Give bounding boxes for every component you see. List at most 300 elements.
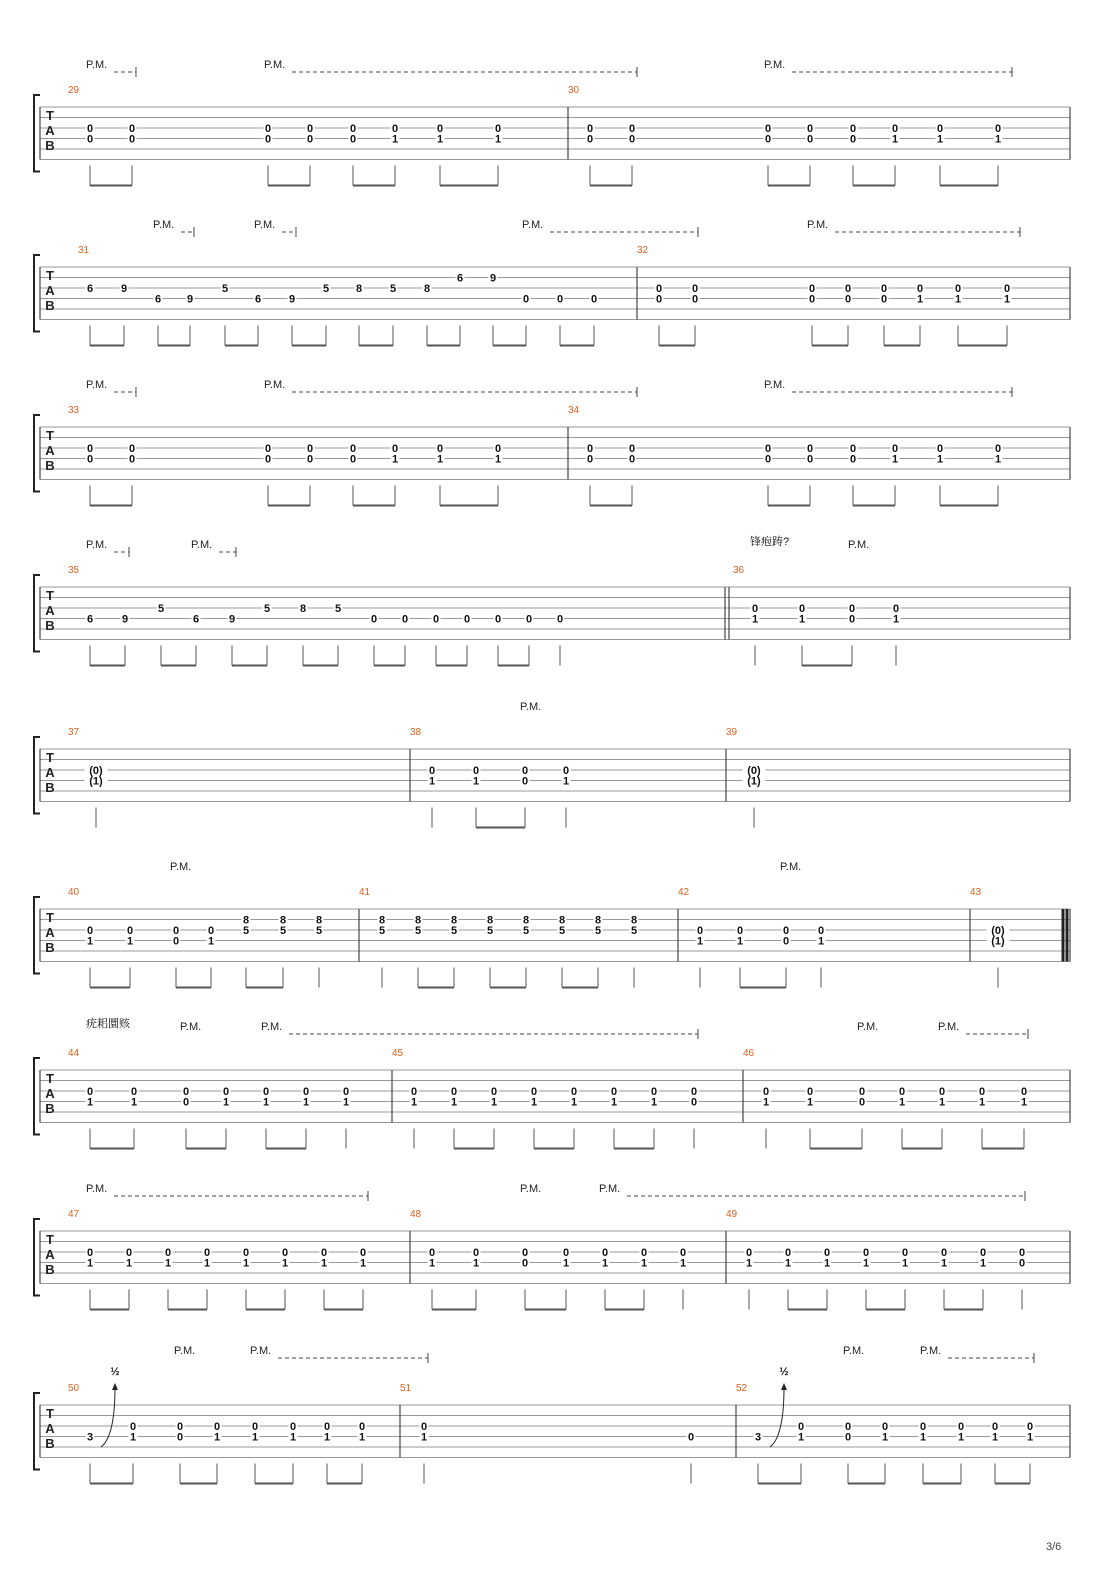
fret-number: 1 [359,1257,367,1270]
system-8 [34,1191,1070,1310]
fret-number: 0 [586,133,594,146]
system-5 [34,737,1070,828]
fret-number: 8 [450,914,458,927]
fret-number: 1 [86,1257,94,1270]
fret-number: 9 [228,613,236,626]
fret-number: 5 [322,283,330,295]
tab-clef-letter: T [46,1232,54,1247]
fret-number: 0 [628,133,636,146]
fret-number: 0 [691,283,699,295]
fret-number: 0 [494,613,502,626]
fret-number: 1 [302,1096,310,1109]
bend-arrow [770,1387,784,1447]
fret-number: 0 [86,925,94,937]
fret-number: 8 [355,283,363,295]
fret-number: 0 [798,603,806,615]
fret-number: 1 [892,613,900,626]
fret-number: 1 [323,1431,331,1444]
fret-number: 0 [306,453,314,466]
fret-number: 0 [640,1247,648,1259]
system-7 [34,1029,1070,1149]
fret-number: 0 [844,293,852,306]
fret-number: 0 [128,123,136,135]
fret-number: 1 [936,453,944,466]
fret-number: 1 [898,1096,906,1109]
palm-mute-label: P.M. [857,1021,879,1033]
bend-arrow-head [781,1383,787,1390]
fret-number: 1 [762,1096,770,1109]
fret-number: 1 [262,1096,270,1109]
palm-mute-label: P.M. [599,1183,621,1195]
tab-clef-letter: A [45,1086,55,1101]
fret-number: 0 [164,1247,172,1259]
fret-number: 5 [334,603,342,615]
fret-number: 0 [628,123,636,135]
palm-mute-label: P.M. [520,1183,542,1195]
page-number: 3/6 [1046,1541,1062,1553]
fret-number: 0 [858,1086,866,1098]
fret-number: 1 [436,133,444,146]
fret-number: 1 [86,935,94,948]
fret-number: 0 [736,925,744,937]
fret-number: 3 [754,1431,762,1444]
fret-number: 0 [342,1086,350,1098]
system-bracket [34,255,40,332]
fret-number: 1 [125,1257,133,1270]
fret-number: 0 [601,1247,609,1259]
palm-mute-label: P.M. [86,1183,108,1195]
fret-number: 0 [302,1086,310,1098]
bar-number: 31 [78,245,90,256]
bar-number: 45 [392,1048,404,1059]
fret-number: 6 [154,293,162,306]
fret-number: 0 [86,1247,94,1259]
fret-number: (0) [89,765,103,777]
fret-number: 1 [342,1096,350,1109]
palm-mute-label: P.M. [920,1345,942,1357]
palm-mute-label: P.M. [848,539,870,551]
fret-number: 1 [938,1096,946,1109]
fret-number: 0 [428,1247,436,1259]
fret-number: 1 [991,1431,999,1444]
fret-number: 1 [978,1096,986,1109]
tab-clef-letter: B [45,618,55,633]
fret-number: 1 [450,1096,458,1109]
fret-number: 0 [806,443,814,455]
system-bracket [34,575,40,652]
fret-number: 1 [428,1257,436,1270]
fret-number: 8 [242,914,250,927]
fret-number: 0 [806,453,814,466]
fret-number: 0 [213,1421,221,1433]
fret-number: 0 [994,443,1002,455]
fret-number: 0 [628,443,636,455]
palm-mute-label: P.M. [264,379,286,391]
fret-number: 1 [428,775,436,788]
fret-number: 0 [86,133,94,146]
fret-number: 8 [414,914,422,927]
tab-clef-letter: A [45,603,55,618]
fret-number: 1 [436,453,444,466]
fret-number: 0 [849,133,857,146]
fret-number: 1 [798,613,806,626]
fret-number: 8 [522,914,530,927]
fret-number: 0 [129,1421,137,1433]
fret-number: 0 [782,935,790,948]
fret-number: 0 [1018,1257,1026,1270]
fret-number: 0 [764,443,772,455]
fret-number: 5 [279,925,287,937]
palm-mute-label: P.M. [764,379,786,391]
fret-number: 0 [420,1421,428,1433]
fret-number: 0 [919,1421,927,1433]
bend-arrow-head [112,1383,118,1390]
fret-number: 0 [522,293,530,306]
bend-amount: ½ [779,1366,789,1378]
fret-number: 8 [315,914,323,927]
fret-number: 0 [450,1086,458,1098]
fret-number: 0 [978,1086,986,1098]
fret-number: 0 [1003,283,1011,295]
fret-number: 0 [562,1247,570,1259]
fret-number: 1 [891,133,899,146]
fret-number: 0 [432,613,440,626]
fret-number: 0 [130,1086,138,1098]
fret-number: 8 [486,914,494,927]
fret-number: 0 [862,1247,870,1259]
fret-number: 1 [320,1257,328,1270]
fret-number: 0 [264,123,272,135]
fret-number: 0 [858,1096,866,1109]
palm-mute-label: P.M. [86,379,108,391]
fret-number: 0 [696,925,704,937]
palm-mute-label: P.M. [843,1345,865,1357]
fret-number: 0 [472,1247,480,1259]
fret-number: 5 [558,925,566,937]
fret-number: 0 [306,443,314,455]
fret-number: 0 [916,283,924,295]
fret-number: 0 [1018,1247,1026,1259]
fret-number: 1 [472,1257,480,1270]
fret-number: 0 [892,603,900,615]
fret-number: 1 [784,1257,792,1270]
tab-clef-letter: T [46,588,54,603]
fret-number: 1 [751,613,759,626]
fret-number: 0 [172,925,180,937]
bar-number: 32 [637,245,649,256]
fret-number: 5 [522,925,530,937]
tab-clef-letter: A [45,1421,55,1436]
bar-number: 47 [68,1209,80,1220]
bar-number: 37 [68,727,80,738]
fret-number: 1 [823,1257,831,1270]
fret-number: 0 [891,443,899,455]
fret-number: 1 [242,1257,250,1270]
fret-number: 1 [213,1431,221,1444]
palm-mute-label: P.M. [170,861,192,873]
tab-clef-letter: B [45,1262,55,1277]
fret-number: 1 [817,935,825,948]
fret-number: 1 [901,1257,909,1270]
fret-number: (1) [991,935,1005,948]
fret-number: 1 [164,1257,172,1270]
fret-number: 0 [556,293,564,306]
fret-number: 0 [679,1247,687,1259]
fret-number: 1 [129,1431,137,1444]
fret-number: 0 [306,133,314,146]
tab-clef-letter: B [45,940,55,955]
fret-number: 0 [687,1431,695,1444]
fret-number: 0 [264,443,272,455]
fret-number: 1 [881,1431,889,1444]
fret-number: 1 [494,133,502,146]
fret-number: 1 [994,453,1002,466]
fret-number: 1 [1020,1096,1028,1109]
tab-clef-letter: A [45,1247,55,1262]
fret-number: 0 [881,1421,889,1433]
palm-mute-label: P.M. [938,1021,960,1033]
fret-number: 0 [650,1086,658,1098]
fret-number: 0 [86,443,94,455]
fret-number: 0 [610,1086,618,1098]
fret-number: 0 [349,453,357,466]
system-bracket [34,1219,40,1296]
palm-mute-label: P.M. [780,861,802,873]
tab-clef-letter: B [45,780,55,795]
tab-clef-letter: B [45,458,55,473]
fret-number: 0 [806,1086,814,1098]
system-bracket [34,897,40,974]
fret-number: 0 [797,1421,805,1433]
fret-number: 0 [176,1421,184,1433]
fret-number: 0 [172,935,180,948]
fret-number: 5 [630,925,638,937]
system-1 [34,67,1070,186]
fret-number: 0 [251,1421,259,1433]
bar-number: 36 [733,565,745,576]
tab-clef-letter: T [46,428,54,443]
fret-number: 1 [862,1257,870,1270]
fret-number: 1 [736,935,744,948]
fret-number: 0 [521,1257,529,1270]
fret-number: (0) [747,765,761,777]
fret-number: 1 [610,1096,618,1109]
palm-mute-label: P.M. [153,219,175,231]
fret-number: 0 [556,613,564,626]
fret-number: 0 [691,293,699,306]
fret-number: 0 [898,1086,906,1098]
fret-number: 0 [936,443,944,455]
fret-number: 0 [764,133,772,146]
fret-number: 0 [410,1086,418,1098]
fret-number: 0 [370,613,378,626]
fret-number: 1 [530,1096,538,1109]
tab-clef-letter: A [45,123,55,138]
fret-number: 0 [262,1086,270,1098]
fret-number: 1 [203,1257,211,1270]
bar-number: 49 [726,1209,738,1220]
fret-number: 0 [472,765,480,777]
system-6 [34,897,1070,988]
fret-number: 8 [378,914,386,927]
tab-clef-letter: T [46,268,54,283]
fret-number: 8 [423,283,431,295]
fret-number: (1) [747,775,761,788]
fret-number: 1 [919,1431,927,1444]
bar-number: 33 [68,405,80,416]
fret-number: 1 [281,1257,289,1270]
tab-clef-letter: T [46,750,54,765]
fret-number: 5 [486,925,494,937]
fret-number: 1 [472,775,480,788]
fret-number: 1 [289,1431,297,1444]
palm-mute-label: P.M. [520,701,542,713]
fret-number: 0 [289,1421,297,1433]
system-bracket [34,1393,40,1470]
fret-number: 0 [690,1096,698,1109]
fret-number: 8 [558,914,566,927]
palm-mute-label: P.M. [250,1345,272,1357]
fret-number: 9 [288,293,296,306]
bar-number: 46 [743,1048,755,1059]
tab-clef-letter: T [46,108,54,123]
fret-number: 0 [521,765,529,777]
fret-number: 0 [806,133,814,146]
fret-number: 0 [494,123,502,135]
fret-number: 1 [562,775,570,788]
fret-number: 5 [157,603,165,615]
palm-mute-label: P.M. [264,59,286,71]
bar-number: 41 [359,887,371,898]
fret-number: 9 [489,272,497,285]
fret-number: 0 [994,123,1002,135]
fret-number: 0 [358,1421,366,1433]
tab-clef-letter: A [45,443,55,458]
bar-number: 44 [68,1048,80,1059]
fret-number: 1 [1026,1431,1034,1444]
fret-number: 0 [530,1086,538,1098]
system-bracket [34,95,40,172]
fret-number: 0 [521,1247,529,1259]
fret-number: 0 [784,1247,792,1259]
fret-number: 6 [86,613,94,626]
fret-number: 1 [994,133,1002,146]
fret-number: 1 [420,1431,428,1444]
fret-number: 0 [401,613,409,626]
fret-number: 5 [414,925,422,937]
fret-number: 0 [264,453,272,466]
fret-number: 6 [456,272,464,285]
palm-mute-label: P.M. [174,1345,196,1357]
fret-number: 0 [203,1247,211,1259]
fret-number: 0 [349,443,357,455]
fret-number: 0 [628,453,636,466]
fret-number: 0 [764,123,772,135]
fret-number: 3 [86,1431,94,1444]
fret-number: 0 [525,613,533,626]
fret-number: 0 [349,123,357,135]
fret-number: 0 [182,1096,190,1109]
bar-number: 35 [68,565,80,576]
bend-arrow [101,1387,115,1447]
fret-number: 0 [808,283,816,295]
fret-number: 0 [86,123,94,135]
fret-number: 0 [320,1247,328,1259]
fret-number: 0 [436,443,444,455]
bar-number: 30 [568,85,580,96]
system-bracket [34,415,40,492]
tab-clef-letter: B [45,138,55,153]
palm-mute-label: P.M. [180,1021,202,1033]
bar-number: 48 [410,1209,422,1220]
fret-number: 1 [916,293,924,306]
fret-number: 8 [594,914,602,927]
fret-number: 9 [120,283,128,295]
fret-number: 0 [521,775,529,788]
fret-number: 0 [1026,1421,1034,1433]
fret-number: 1 [957,1431,965,1444]
bar-number: 42 [678,887,690,898]
fret-number: 0 [242,1247,250,1259]
palm-mute-label: P.M. [254,219,276,231]
fret-number: 0 [128,133,136,146]
fret-number: 6 [254,293,262,306]
fret-number: 0 [891,123,899,135]
palm-mute-label: P.M. [261,1021,283,1033]
fret-number: 0 [463,613,471,626]
fret-number: 5 [450,925,458,937]
fret-number: 1 [1003,293,1011,306]
section-label: 疣耜圜赅 [86,1018,130,1030]
fret-number: 0 [264,133,272,146]
fret-number: 0 [428,765,436,777]
fret-number: 9 [186,293,194,306]
fret-number: 5 [594,925,602,937]
system-bracket [34,1058,40,1135]
palm-mute-label: P.M. [86,539,108,551]
fret-number: 1 [494,453,502,466]
fret-number: 1 [391,453,399,466]
fret-number: 0 [222,1086,230,1098]
bar-number: 51 [400,1383,412,1394]
fret-number: 1 [891,453,899,466]
fret-number: 1 [601,1257,609,1270]
fret-number: (0) [991,925,1005,937]
fret-number: 1 [562,1257,570,1270]
fret-number: 0 [391,123,399,135]
fret-number: 0 [490,1086,498,1098]
fret-number: 0 [844,283,852,295]
fret-number: 1 [126,935,134,948]
bar-number: 38 [410,727,422,738]
fret-number: 0 [590,293,598,306]
fret-number: 0 [817,925,825,937]
fret-number: 1 [940,1257,948,1270]
fret-number: 0 [86,453,94,466]
fret-number: 0 [391,443,399,455]
system-4 [34,547,1070,666]
system-3 [34,387,1070,506]
fret-number: 0 [586,123,594,135]
fret-number: 0 [281,1247,289,1259]
fret-number: 5 [389,283,397,295]
fret-number: 1 [797,1431,805,1444]
fret-number: 1 [207,935,215,948]
fret-number: 1 [222,1096,230,1109]
tab-clef-letter: T [46,1406,54,1421]
fret-number: 0 [562,765,570,777]
fret-number: 5 [242,925,250,937]
